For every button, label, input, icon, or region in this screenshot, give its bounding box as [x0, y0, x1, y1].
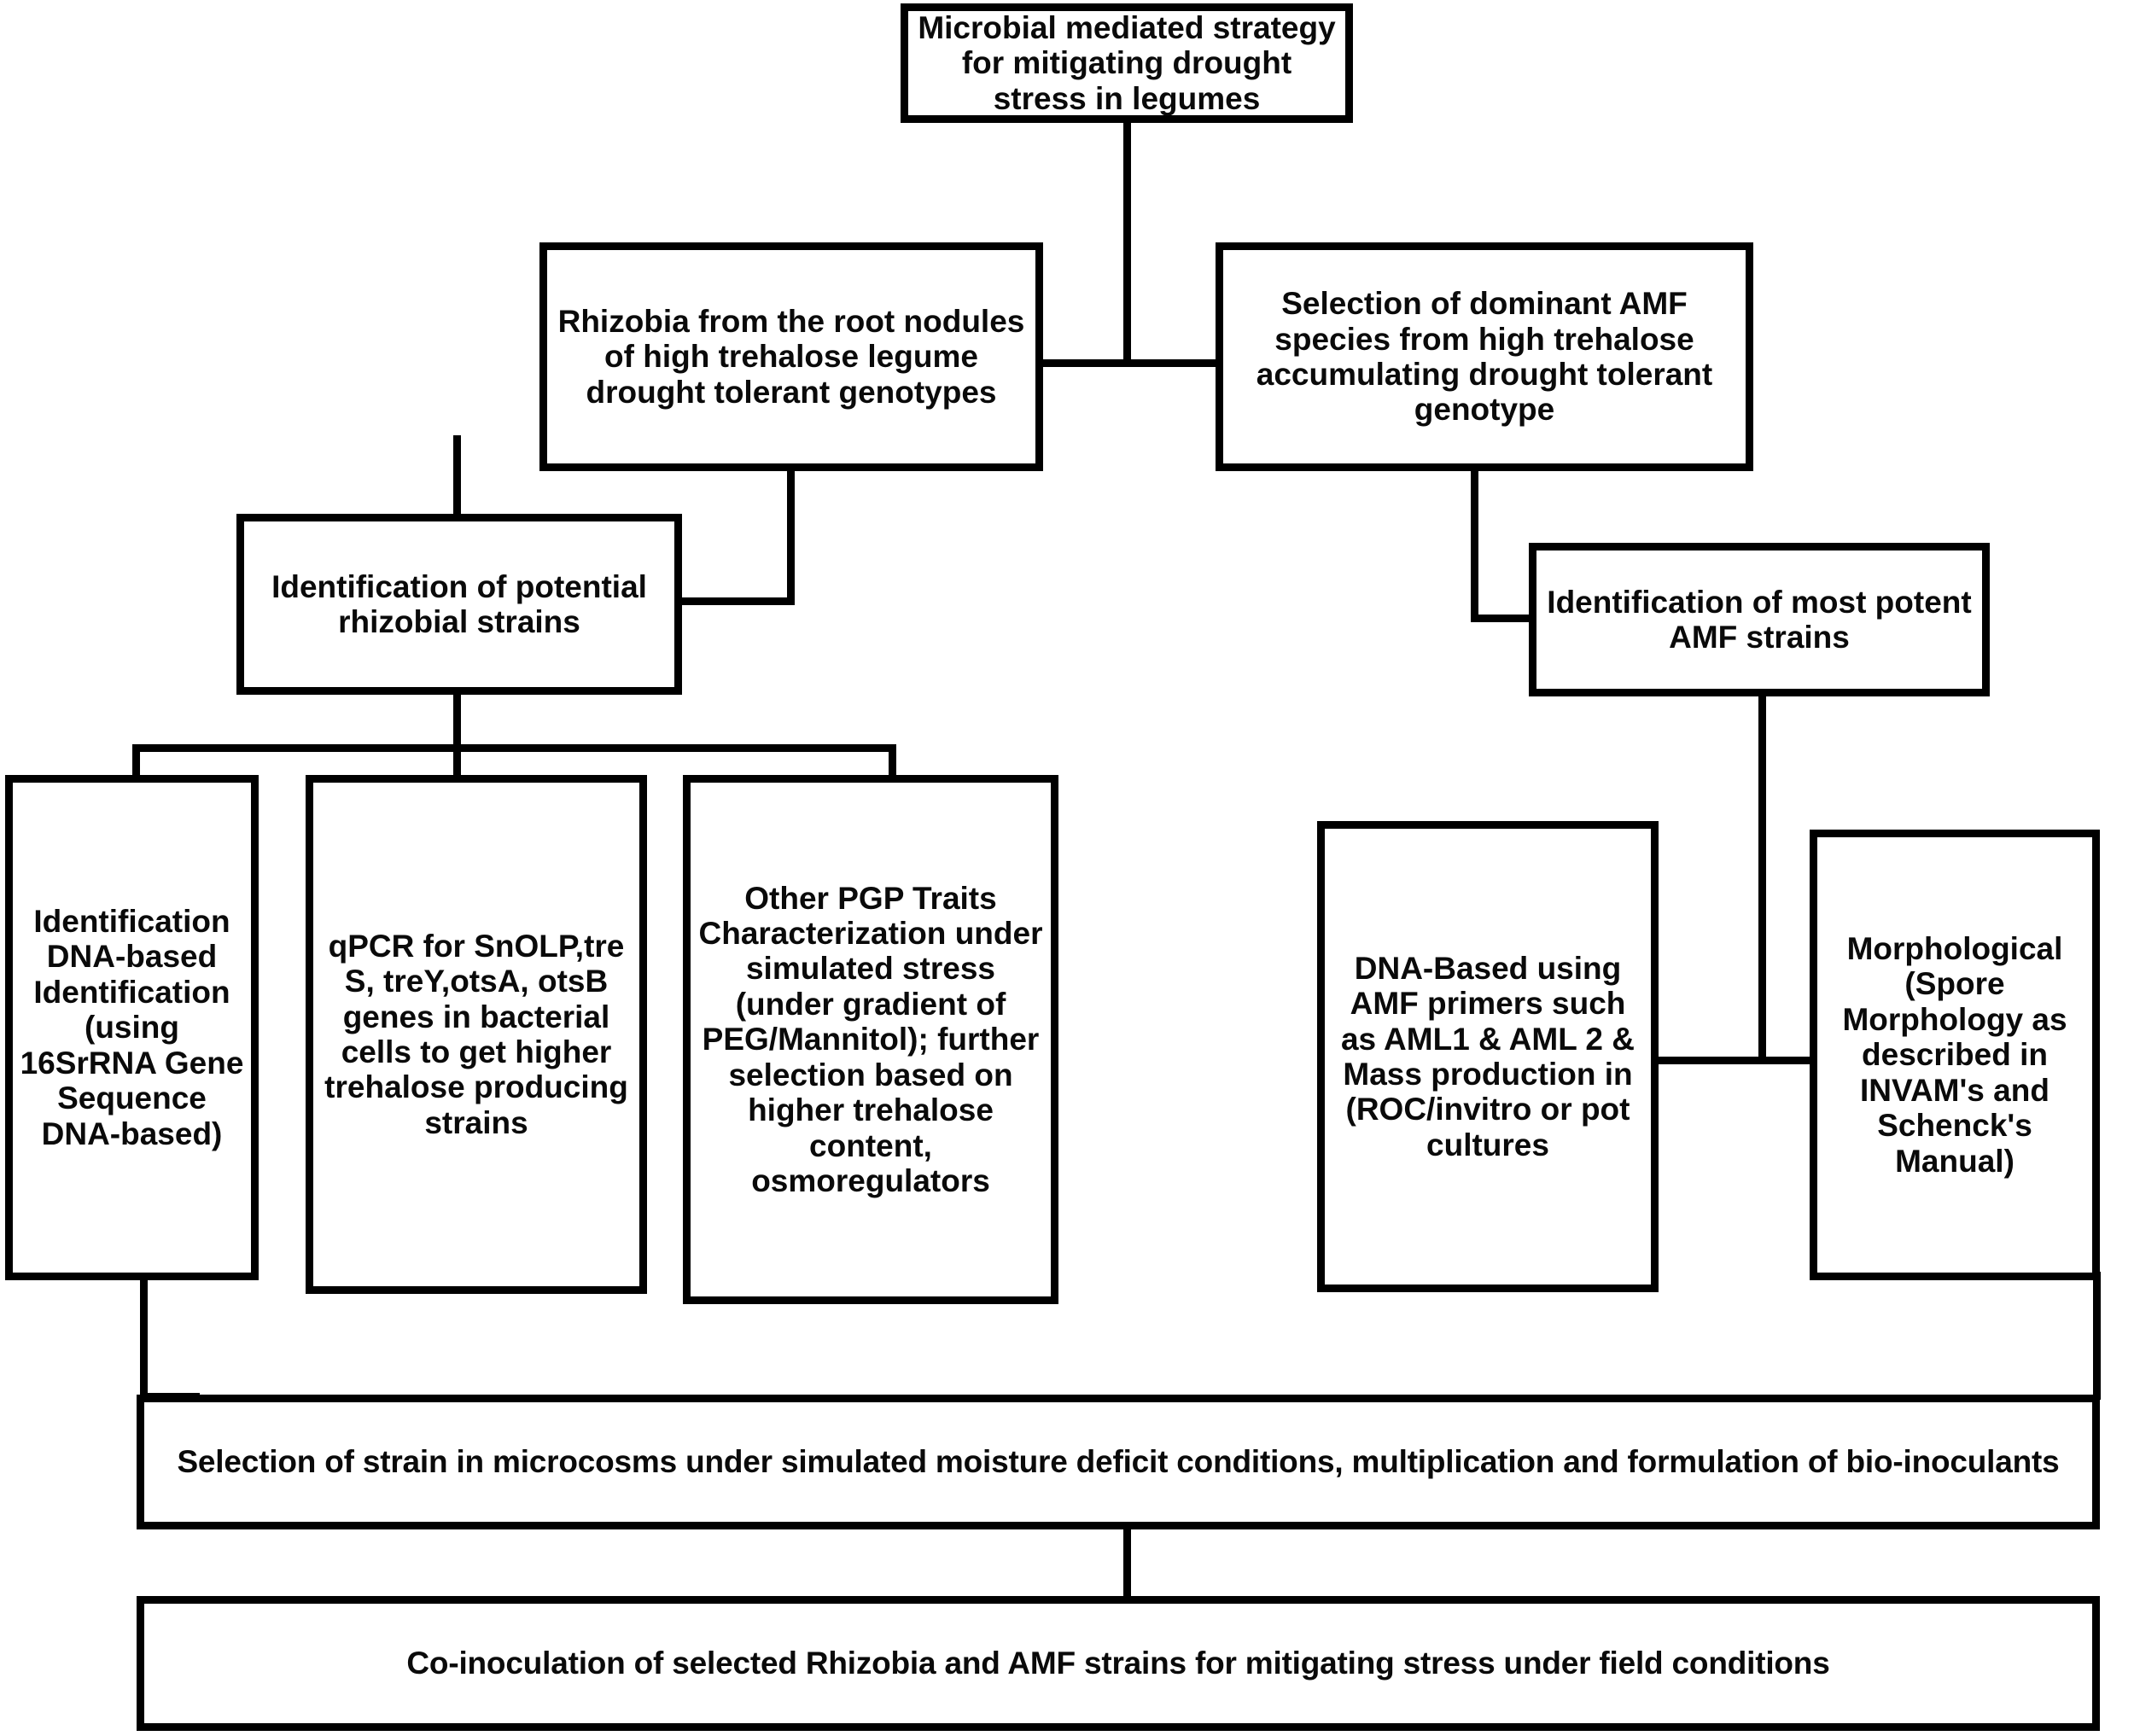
connector-amf-id-down	[1758, 693, 1766, 1064]
node-rhizobial-id-label: Identification of potential rhizobial strains	[271, 568, 647, 639]
node-amf-source[interactable]	[1216, 242, 1753, 471]
node-amf-morph[interactable]	[1810, 830, 2100, 1280]
connector-rhizo-dna-down	[140, 1272, 148, 1400]
node-root-label: Microbial mediated strategy for mitigating drought stress in legumes	[918, 9, 1336, 116]
node-amf-id[interactable]	[1529, 543, 1990, 696]
connector-root-down	[1123, 119, 1131, 367]
node-rhizobia-source-label: Rhizobia from the root nodules of high trehalose legume drought tolerant genotypes	[557, 303, 1025, 410]
node-rhizo-qpcr[interactable]	[306, 775, 647, 1294]
node-amf-morph-label: Morphological (Spore Morphology as described in INVAM's and Schenck's Manual)	[1842, 930, 2067, 1179]
node-rhizobia-source[interactable]	[539, 242, 1043, 471]
node-microcosm-selection[interactable]	[137, 1395, 2100, 1529]
connector-fan-branch-right	[889, 744, 896, 778]
node-coinoculation-label: Co-inoculation of selected Rhizobia and AMF strains for mitigating stress under field conditions	[406, 1646, 1830, 1681]
node-amf-dna[interactable]	[1317, 821, 1659, 1292]
node-coinoculation[interactable]	[137, 1596, 2100, 1731]
node-rhizo-pgp[interactable]	[683, 775, 1058, 1304]
connector-rhizobial-fan-bar	[132, 744, 896, 752]
node-microcosm-selection-label: Selection of strain in microcosms under simulated moisture deficit conditions, multiplication and formulation of bio-inoculants	[177, 1444, 2060, 1480]
connector-fan-branch-middle	[453, 744, 461, 778]
connector-rhizobia-to-id	[679, 597, 795, 605]
node-rhizo-dna[interactable]	[5, 775, 259, 1280]
connector-amf-morph-down	[2093, 1272, 2101, 1400]
connector-fan-branch-left	[132, 744, 140, 778]
node-rhizobial-id[interactable]	[236, 514, 682, 695]
node-rhizo-qpcr-label: qPCR for SnOLP,tre S, treY,otsA, otsB genes in bacterial cells to get higher trehalose producing strains	[324, 928, 628, 1140]
connector-banner-down	[1123, 1528, 1131, 1598]
node-amf-dna-label: DNA-Based using AMF primers such as AML1 & AML 2 & Mass production in (ROC/invitro or pot cultures	[1340, 950, 1635, 1162]
node-amf-id-label: Identification of most potent AMF strains	[1547, 584, 1972, 655]
node-rhizo-pgp-label: Other PGP Traits Characterization under simulated stress (under gradient of PEG/Mannitol); further selection based on higher trehalose content, osmoregulators	[698, 880, 1043, 1199]
node-rhizo-dna-label: Identification DNA-based Identification (using 16SrRNA Gene Sequence DNA-based)	[20, 903, 244, 1151]
connector-amf-to-id	[1471, 615, 1532, 622]
node-root[interactable]	[901, 3, 1353, 123]
node-amf-source-label: Selection of dominant AMF species from high trehalose accumulating drought tolerant genotype	[1256, 286, 1713, 428]
